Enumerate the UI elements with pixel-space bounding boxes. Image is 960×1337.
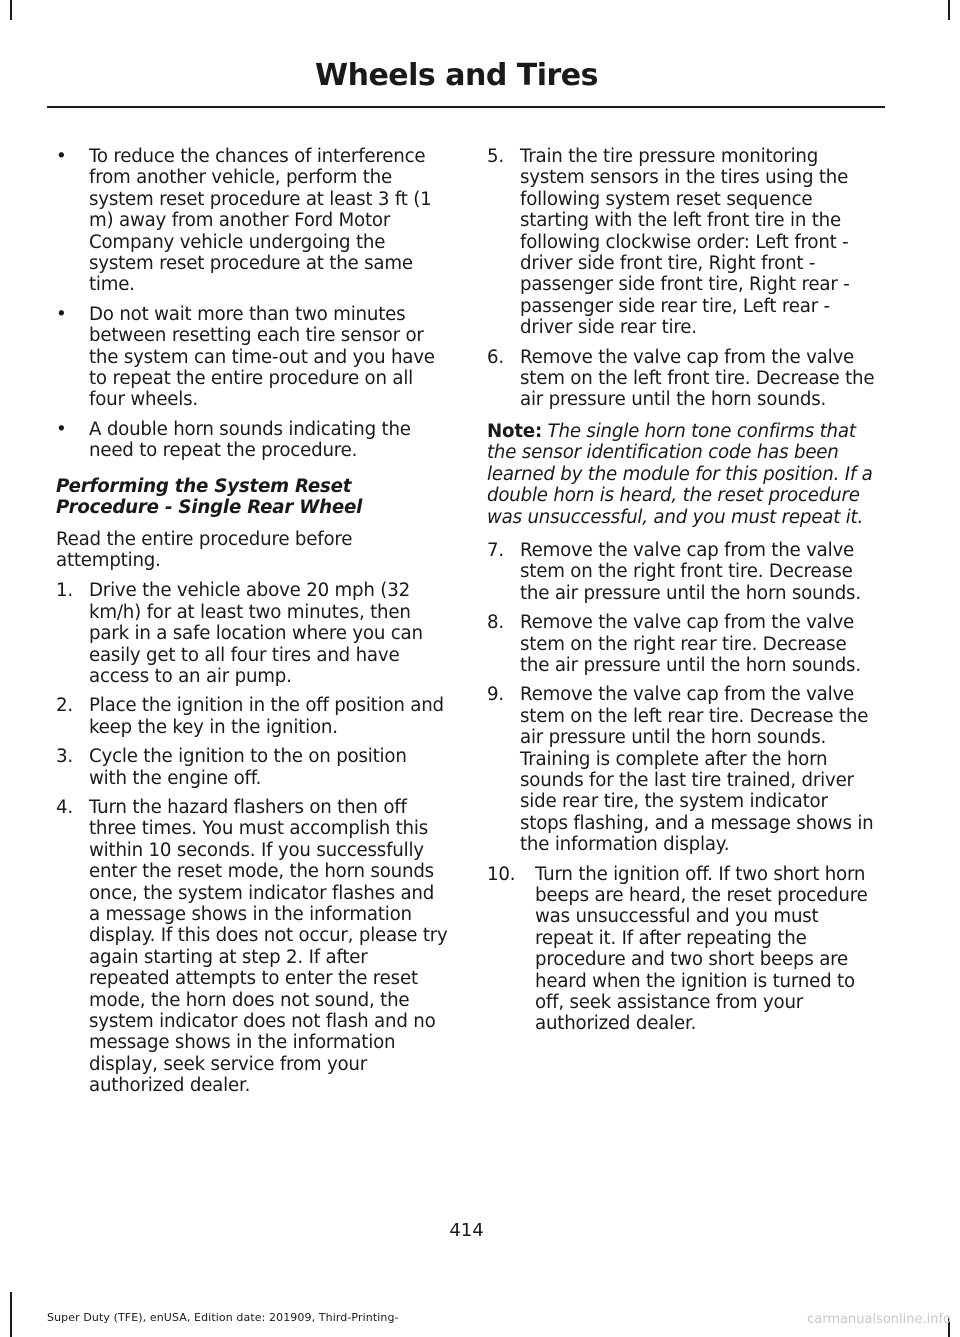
step-number: 7. (487, 539, 504, 561)
bullet-marker: • (56, 146, 67, 167)
step-item (487, 540, 881, 604)
step-number: 5. (487, 146, 504, 167)
section-heading: Performing the System Reset Procedure - Single Rear Wheel (56, 475, 363, 519)
step-item (487, 612, 881, 676)
bullet-text: Do not wait more than two minutes between resetting each tire sensor or the system can time-out and you have to repeat the entire procedure on all four wheels. (89, 303, 435, 411)
bullet-text: To reduce the chances of interference from another vehicle, perform the system reset procedure at least 3 ft (1 m) away from another Ford Motor Company vehicle undergoing the system reset procedure at the same time. (89, 146, 432, 296)
watermark: carmanualsonline.info (807, 1312, 951, 1327)
step-item (56, 746, 448, 789)
step-number: 8. (487, 612, 504, 634)
step-text: Train the tire pressure monitoring system sensors in the tires using the following system reset sequence starting with the left front tire in the following clockwise order: Left front - driver side front tire, Right front - passenger side front tire, Right rear - passenger side rear tire, Left rear - driver side rear tire. (520, 146, 850, 339)
step-number: 6. (487, 346, 504, 368)
left-column (56, 146, 448, 1105)
header-divider (47, 106, 885, 108)
page-title: Wheels and Tires (315, 58, 598, 93)
step-text: Cycle the ignition to the on position with the engine off. (89, 746, 407, 789)
step-item (56, 695, 448, 738)
note-text: The single horn tone confirms that the sensor identification code has been learned by the module for this position. If a double horn is heard, the reset procedure was unsuccessful, and you must repeat it. (487, 420, 873, 528)
bullet-item (56, 146, 448, 296)
intro-paragraph: Read the entire procedure before attempting. (56, 528, 353, 571)
bullet-marker: • (56, 418, 67, 440)
step-item (56, 580, 448, 687)
bullet-marker: • (56, 303, 67, 325)
bullet-item (56, 304, 448, 411)
step-number: 10. (487, 863, 516, 885)
step-number: 3. (56, 746, 73, 768)
step-text: Drive the vehicle above 20 mph (32 km/h) for at least two minutes, then park in a safe location where you can easily get to all four tires and have access to an air pump. (89, 580, 423, 687)
step-number: 9. (487, 684, 504, 706)
footer-edition: Super Duty (TFE), enUSA, Edition date: 201909, Third-Printing- (47, 1311, 399, 1324)
step-item (487, 146, 881, 339)
step-text: Remove the valve cap from the valve stem on the right front tire. Decrease the air pressure until the horn sounds. (520, 539, 861, 604)
crop-mark-top-left (10, 0, 12, 20)
step-text: Turn the ignition off. If two short horn beeps are heard, the reset procedure was unsuccessful and you must repeat it. If after repeating the procedure and two short beeps are heard when the ignition is turned to off, seek assistance from your authorized dealer. (535, 863, 868, 1035)
step-item (487, 347, 881, 411)
bullet-text: A double horn sounds indicating the need to repeat the procedure. (89, 418, 411, 462)
step-item (487, 864, 881, 1035)
step-text: Remove the valve cap from the valve stem on the left rear tire. Decrease the air pressure until the horn sounds. Training is complete after the horn sounds for the last tire trained, driver side rear tire, the system indicator stops flashing, and a message shows in the information display. (520, 684, 874, 856)
step-text: Remove the valve cap from the valve stem on the left front tire. Decrease the air pressure until the horn sounds. (520, 346, 875, 411)
step-text: Place the ignition in the off position and keep the key in the ignition. (89, 695, 444, 738)
step-number: 4. (56, 796, 73, 818)
crop-mark-bottom-left (10, 1292, 12, 1337)
crop-mark-top-right (948, 0, 950, 20)
right-column (487, 146, 881, 1043)
step-number: 2. (56, 695, 73, 717)
step-item (487, 684, 881, 855)
step-text: Turn the hazard flashers on then off three times. You must accomplish this within 10 seconds. If you successfully enter the reset mode, the horn sounds once, the system indicator flashes and a message shows in the information display. If this does not occur, please try again starting at step 2. If after repeated attempts to enter the reset mode, the horn does not sound, the system indicator does not flash and no message shows in the information display, seek service from your authorized dealer. (89, 796, 448, 1097)
note-label: Note: (487, 420, 543, 442)
page-number: 414 (449, 1220, 484, 1241)
step-number: 1. (56, 580, 73, 602)
note (487, 421, 881, 528)
bullet-item (56, 419, 448, 462)
step-item (56, 797, 448, 1097)
step-text: Remove the valve cap from the valve stem on the right rear tire. Decrease the air pressure until the horn sounds. (520, 612, 861, 676)
